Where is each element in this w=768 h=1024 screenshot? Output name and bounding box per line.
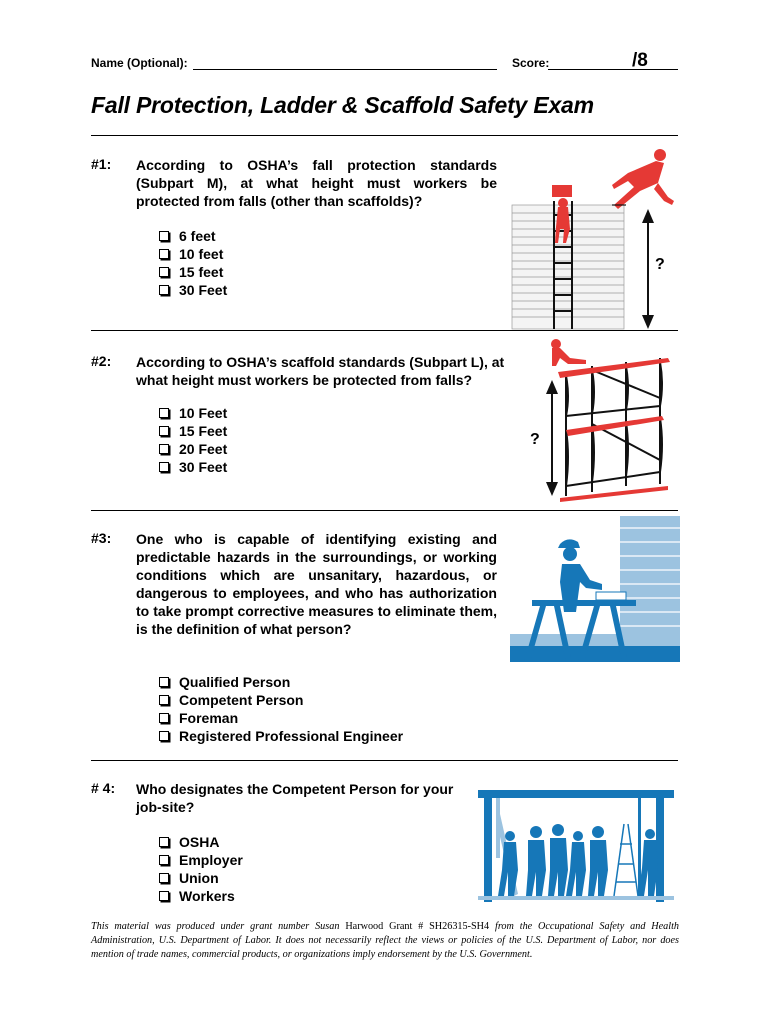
checkbox-icon[interactable] [159, 695, 169, 705]
checkbox-icon[interactable] [159, 231, 169, 241]
workers-group-illustration [478, 784, 674, 902]
option[interactable]: Qualified Person [159, 673, 403, 691]
question-1-text: According to OSHA’s fall protection standards (Subpart M), at what height must workers be protected from falls (other than scaffolds)? [136, 157, 497, 209]
page-title: Fall Protection, Ladder & Scaffold Safety Exam [91, 92, 594, 118]
question-4-options [159, 833, 243, 905]
score-label: Score: [512, 56, 550, 70]
checkbox-icon[interactable] [159, 444, 169, 454]
fall-from-wall-illustration [508, 143, 680, 331]
scaffold-fall-illustration [530, 336, 678, 504]
divider [91, 330, 678, 331]
height-question-mark: ? [655, 256, 665, 273]
divider [91, 510, 678, 511]
score-total: /8 [632, 50, 648, 71]
checkbox-icon[interactable] [159, 891, 169, 901]
option[interactable]: Workers [159, 887, 243, 905]
question-2-options [159, 404, 227, 476]
question-1-number: #1: [91, 156, 112, 172]
option[interactable]: 15 feet [159, 263, 227, 281]
option[interactable]: 10 Feet [159, 404, 227, 422]
question-3-text: One who is capable of identifying existing and predictable hazards in the surroundings, or working conditions which are unsanitary, hazardous, or dangerous to employees, and who has authorization to take prompt corrective measures to eliminate them, is the definition of what person? [136, 531, 497, 637]
checkbox-icon[interactable] [159, 426, 169, 436]
option[interactable]: 30 Feet [159, 458, 227, 476]
checkbox-icon[interactable] [159, 285, 169, 295]
question-2-text: According to OSHA’s scaffold standards (Subpart L), at what height must workers be protected from falls? [136, 354, 505, 388]
question-4-text: Who designates the Competent Person for your job-site? [136, 781, 454, 815]
option[interactable]: 20 Feet [159, 440, 227, 458]
question-3-options [159, 673, 403, 745]
option[interactable]: Employer [159, 851, 243, 869]
competent-person-illustration [510, 516, 680, 662]
checkbox-icon[interactable] [159, 837, 169, 847]
divider [91, 760, 678, 761]
option[interactable]: 15 Feet [159, 422, 227, 440]
option[interactable]: 10 feet [159, 245, 227, 263]
grant-disclaimer: This material was produced under grant number Susan Harwood Grant # SH26315-SH4 from the Occupational Safety and Health Administration, U.S. Department of Labor. It does not necessarily reflect the views or policies of the U.S. Department of Labor, nor does mention of trade names, commercial products, or organizations imply endorsement by the U.S. Government. [91, 921, 680, 960]
option[interactable]: Competent Person [159, 691, 403, 709]
score-field[interactable] [548, 69, 678, 70]
option[interactable]: 30 Feet [159, 281, 227, 299]
name-field[interactable] [193, 69, 497, 70]
checkbox-icon[interactable] [159, 408, 169, 418]
checkbox-icon[interactable] [159, 267, 169, 277]
checkbox-icon[interactable] [159, 873, 169, 883]
divider [91, 135, 678, 136]
question-4-number: # 4: [91, 780, 116, 796]
name-label: Name (Optional): [91, 56, 188, 70]
question-1-options [159, 227, 227, 299]
question-2-number: #2: [91, 353, 112, 369]
option[interactable]: OSHA [159, 833, 243, 851]
checkbox-icon[interactable] [159, 731, 169, 741]
checkbox-icon[interactable] [159, 249, 169, 259]
option[interactable]: Union [159, 869, 243, 887]
option[interactable]: Foreman [159, 709, 403, 727]
checkbox-icon[interactable] [159, 677, 169, 687]
option[interactable]: Registered Professional Engineer [159, 727, 403, 745]
question-3-number: #3: [91, 530, 112, 546]
checkbox-icon[interactable] [159, 855, 169, 865]
checkbox-icon[interactable] [159, 462, 169, 472]
option[interactable]: 6 feet [159, 227, 227, 245]
checkbox-icon[interactable] [159, 713, 169, 723]
height-question-mark: ? [530, 431, 540, 448]
